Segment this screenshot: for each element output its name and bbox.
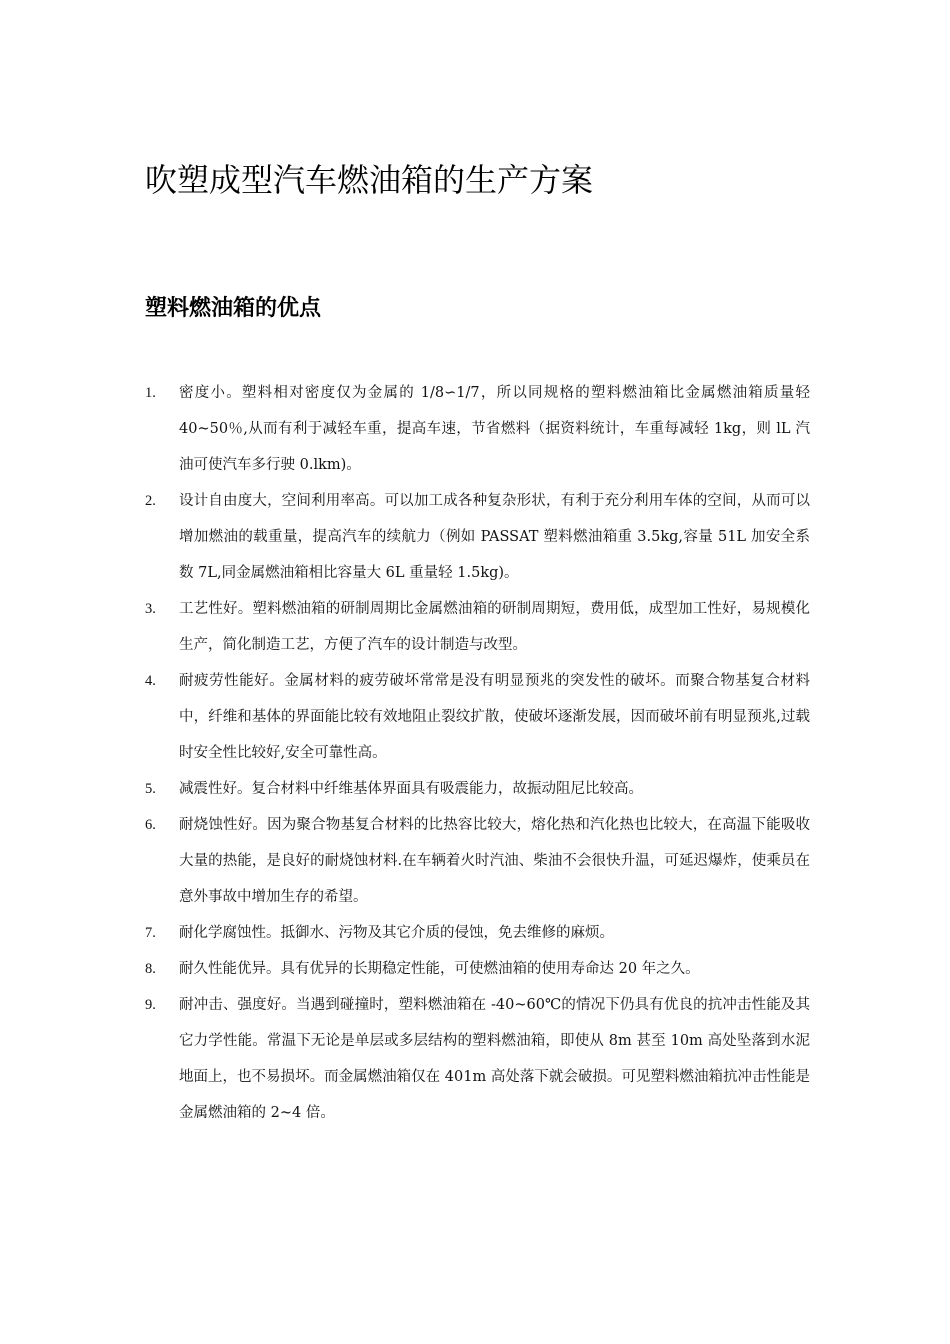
list-item-text: 耐烧蚀性好。因为聚合物基复合材料的比热容比较大，熔化热和汽化热也比较大，在高温下能吸收大量的热能，是良好的耐烧蚀材料.在车辆着火时汽油、柴油不会很快升温，可延迟爆炸，使乘员在意外事故中增加生存的希望。	[179, 817, 810, 905]
document-title: 吹塑成型汽车燃油箱的生产方案	[145, 161, 594, 199]
list-item-number: 5.	[145, 781, 156, 797]
list-item-number: 4.	[145, 673, 156, 689]
section-heading: 塑料燃油箱的优点	[145, 296, 322, 321]
list-item	[145, 483, 810, 591]
list-item-number: 2.	[145, 493, 156, 509]
list-item	[145, 771, 810, 807]
list-item-number: 8.	[145, 961, 156, 977]
list-item	[145, 951, 810, 987]
list-item-number: 7.	[145, 925, 156, 941]
list-item-number: 1.	[145, 385, 156, 401]
list-item-number: 3.	[145, 601, 156, 617]
list-item	[145, 987, 810, 1131]
list-item	[145, 915, 810, 951]
list-item	[145, 375, 810, 483]
list-item-text: 密度小。塑料相对密度仅为金属的 1/8∽1/7，所以同规格的塑料燃油箱比金属燃油箱质量轻 40~50％,从而有利于减轻车重，提高车速，节省燃料（据资料统计，车重每减轻 1kg，则 lL 汽油可使汽车多行驶 0.lkm)。	[179, 385, 810, 473]
list-item-text: 耐化学腐蚀性。抵御水、污物及其它介质的侵蚀，免去维修的麻烦。	[179, 925, 614, 941]
list-item-text: 耐久性能优异。具有优异的长期稳定性能，可使燃油箱的使用寿命达 20 年之久。	[179, 961, 700, 977]
list-item	[145, 591, 810, 663]
list-item	[145, 663, 810, 771]
list-item-number: 6.	[145, 817, 156, 833]
list-item-text: 减震性好。复合材料中纤维基体界面具有吸震能力，故振动阻尼比较高。	[179, 781, 643, 797]
list-item-text: 耐冲击、强度好。当遇到碰撞时，塑料燃油箱在 -40~60℃的情况下仍具有优良的抗冲击性能及其它力学性能。常温下无论是单层或多层结构的塑料燃油箱，即使从 8m 甚至 10m 高处坠落到水泥地面上，也不易损坏。而金属燃油箱仅在 401m 高处落下就会破损。可见塑料燃油箱抗冲击性能是金属燃油箱的 2~4 倍。	[179, 997, 810, 1121]
list-item-text: 工艺性好。塑料燃油箱的研制周期比金属燃油箱的研制周期短，费用低，成型加工性好，易规模化生产，简化制造工艺，方便了汽车的设计制造与改型。	[179, 601, 810, 653]
list-item-text: 设计自由度大，空间利用率高。可以加工成各种复杂形状，有利于充分利用车体的空间，从而可以增加燃油的载重量，提高汽车的续航力（例如 PASSAT 塑料燃油箱重 3.5kg,容量 51L 加安全系数 7L,同金属燃油箱相比容量大 6L 重量轻 1.5kg)。	[179, 493, 810, 581]
list-item	[145, 807, 810, 915]
list-item-number: 9.	[145, 997, 156, 1013]
list-item-text: 耐疲劳性能好。金属材料的疲劳破坏常常是没有明显预兆的突发性的破坏。而聚合物基复合材料中，纤维和基体的界面能比较有效地阻止裂纹扩散，使破坏逐渐发展，因而破坏前有明显预兆,过载时安全性比较好,安全可靠性高。	[179, 673, 810, 761]
advantages-list	[145, 375, 810, 1131]
